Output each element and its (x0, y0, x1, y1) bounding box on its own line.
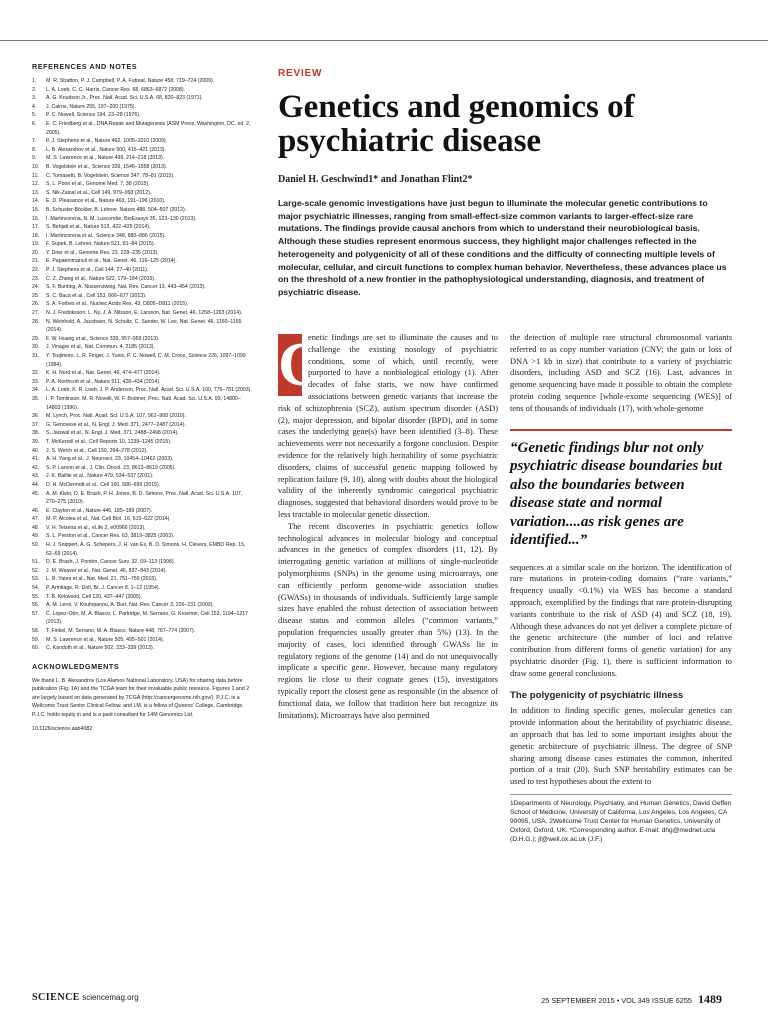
reference-item (32, 163, 254, 172)
footer-journal (32, 992, 139, 1003)
reference-number: 5. (32, 112, 37, 119)
reference-item (32, 77, 254, 86)
footer-issue (541, 992, 722, 1007)
reference-item (32, 103, 254, 112)
reference-number: 17. (32, 224, 40, 231)
body-column-2 (510, 332, 732, 844)
reference-text: G. Genovese et al., N. Engl. J. Med. 371, 2477–2487 (2014). (46, 421, 186, 428)
reference-number: 19. (32, 241, 40, 248)
reference-number: 43. (32, 473, 40, 480)
reference-text: D. E. Brash, J. Pontén, Cancer Surv. 32, 69–113 (1998). (46, 559, 175, 566)
reference-number: 58. (32, 628, 40, 634)
reference-item (32, 575, 254, 584)
reference-number: 14. (32, 198, 40, 205)
body-paragraph: the detection of multiple rare structural chromosomal variants referred to as copy number variation (CNV; the gain or loss of DNA >1 kb in size) that contribute to a variety of psychiatric disorders, including ASD and SCZ (16). Last, advances in genome sequencing have made it possible to obtain the complete protein coding sequence [whole-exome sequencing (WES)] of tens of thousands of individuals (17), with whole-genome (510, 333, 732, 413)
reference-text: P. A. Northcott et al., Nature 511, 428–434 (2014). (46, 378, 161, 385)
reference-text: L. B. Alexandrov et al., Nature 500, 415–421 (2013). (46, 146, 166, 153)
reference-item (32, 369, 254, 378)
reference-item (32, 395, 254, 412)
reference-text: M. S. Lawrence et al., Nature 505, 495–501 (2014). (46, 636, 165, 643)
reference-number: 26. (32, 301, 40, 308)
reference-number: 9. (32, 155, 37, 162)
reference-text: J. S. Welch et al., Cell 150, 264–278 (2012). (46, 447, 148, 454)
reference-number: 57. (32, 610, 40, 617)
reference-item (32, 343, 254, 352)
reference-text: I. Martincorena, N. M. Luscombe, BioEssays 35, 123–130 (2013). (46, 215, 197, 222)
reference-item (32, 232, 254, 241)
reference-number: 24. (32, 284, 40, 291)
reference-number: 23. (32, 275, 40, 282)
reference-item (32, 636, 254, 645)
reference-number: 28. (32, 318, 40, 325)
reference-item (32, 249, 254, 258)
acknowledgments-text: We thank L. B. Alexandrov (Los Alamos National Laboratory, USA) for sharing data before publication (Fig. 1A) and the TCGA team for their invaluable public resource. Figures 1 and 2 are largely based on data generated by TCGA (http://cancergenome.nih.gov/). P.J.C. is a Wellcome Trust Senior Clinical Fellow, and I.M. is a fellow of Queens' College, Cambridge. P.J.C. holds equity in and is a paid consultant for 14M Genomics Ltd. (32, 677, 250, 718)
body-paragraph: The recent discoveries in psychiatric genetics follow technological advances in molecular biology and conceptual advances in the genetics of complex disorders (11, 12). By interrogating genetic variation at millions of single-nucleotide polymorphisms (SNPs) in the genome using microarrays, one can efficiently perform genome-wide association studies (GWASs) in thousands of individuals. Sufficiently large sample sizes have enabled the robust detection of association between disease status and common alleles (“common variants,” population frequencies usually greater than 5%) (13). In the majority of cases, loci identified through GWASs lie in regulatory regions of the genome (14) and do not unequivocally implicate a specific gene. However, because many regulatory regions lie close to their cognate genes (15), investigators typically report the closest gene as responsible (in the absence of functional data, we follow that tradition here but recognize its limitations). Microarrays have also permitted (278, 521, 498, 720)
reference-item (32, 515, 254, 524)
reference-text: S. Nik-Zainal et al., Cell 149, 979–993 (2012). (46, 189, 152, 196)
article-abstract: Large-scale genomic investigations have just begun to illuminate the molecular genetic contributions to major psychiatric illnesses, ranging from small-effect-size common variants to larger-effect-size rare mutations. The findings provide causal anchors from which to understand their neurobiological basis. Although these studies represent enormous success, they highlight major challenges reflected in the heterogeneity and polygenicity of all of these conditions and the difficulty of connecting multiple levels of molecular, cellular, and circuit functions to complex human behavior. Nevertheless, these advances place us on the threshold of a new frontier in the pathophysiological understanding, diagnosis, and treatment of psychiatric disease. (278, 198, 727, 297)
reference-text: T. Finkel, M. Serrano, M. A. Blasco, Nature 448, 767–774 (2007). (46, 628, 196, 634)
reference-text: S. L. Preston et al., Cancer Res. 63, 3819–3825 (2003). (46, 533, 175, 540)
acknowledgments-heading: ACKNOWLEDGMENTS (32, 661, 120, 671)
reference-text: L. A. Loeb, K. R. Loeb, J. P. Anderson, Proc. Natl. Acad. Sci. U.S.A. 100, 776–781 (2003). (46, 387, 252, 394)
reference-text: B. Vogelstein et al., Science 339, 1546–1558 (2013). (46, 163, 168, 170)
reference-text: Y. Drier et al., Genome Res. 23, 228–235 (2013). (46, 249, 159, 256)
reference-text: A. H. Yang et al., J. Neurosci. 23, 10454–10462 (2003). (46, 456, 174, 463)
article-title: Genetics and genomics of psychiatric disease (278, 89, 635, 159)
reference-item (32, 490, 254, 507)
reference-item (32, 567, 254, 576)
reference-number: 11. (32, 172, 39, 179)
reference-text: M. R. Stratton, P. J. Campbell, P. A. Futreal, Nature 458, 719–724 (2009). (46, 78, 215, 84)
reference-item (32, 627, 254, 636)
reference-text: A. M. Leroi, V. Koufopanou, A. Burt, Nat. Rev. Cancer 3, 226–231 (2003). (46, 602, 214, 609)
reference-item (32, 386, 254, 395)
reference-text: I. Martincorena et al., Science 348, 880–886 (2015). (46, 232, 166, 239)
reference-item (32, 275, 254, 284)
reference-item (32, 137, 254, 146)
reference-number: 29. (32, 335, 40, 342)
reference-item (32, 215, 254, 224)
top-rule (0, 40, 768, 41)
reference-number: 53. (32, 576, 40, 583)
reference-item (32, 644, 254, 653)
issue-info: 25 SEPTEMBER 2015 • VOL 349 ISSUE 6255 (541, 996, 692, 1005)
reference-item (32, 352, 254, 369)
reference-number: 54. (32, 585, 40, 592)
reference-item (32, 120, 254, 137)
reference-number: 41. (32, 456, 40, 463)
reference-number: 15. (32, 206, 40, 213)
references-heading: REFERENCES AND NOTES (32, 62, 138, 71)
reference-number: 59. (32, 636, 40, 643)
reference-number: 4. (32, 103, 37, 110)
reference-text: F. Supek, B. Lehner, Nature 521, 81–84 (2015). (46, 241, 156, 248)
reference-number: 13. (32, 189, 40, 196)
reference-number: 35. (32, 395, 40, 402)
reference-text: C. Tomasetti, B. Vogelstein, Science 347, 78–81 (2015). (46, 172, 175, 179)
reference-text: S. P. Larson et al., J. Clin. Oncol. 23, 8613–8619 (2005). (46, 464, 176, 471)
reference-number: 8. (32, 146, 37, 153)
reference-item (32, 283, 254, 292)
journal-name: SCIENCE (32, 992, 80, 1003)
reference-number: 33. (32, 378, 40, 385)
reference-number: 60. (32, 645, 40, 652)
reference-text: L. A. Loeb, C. C. Harris, Cancer Res. 68, 6863–6872 (2008). (46, 86, 185, 93)
reference-text: P. C. Nowell, Science 194, 23–28 (1976). (46, 112, 141, 119)
reference-text: J. M. Weaver et al., Nat. Genet. 46, 837–843 (2014). (46, 567, 167, 574)
reference-number: 50. (32, 542, 40, 549)
reference-item (32, 421, 254, 430)
journal-site[interactable]: sciencemag.org (82, 993, 139, 1002)
body-paragraph: In addition to finding specific genes, molecular genetics can provide information about the heritability of psychiatric disease, an approach that has led to some important insights about the genetic architecture of psychiatric illness. The degree of SNP sharing among disease cases estimates the common, inherited portion of a trait (20). Such SNP heritability estimates can be used to test hypotheses about the extent to (510, 706, 732, 787)
reference-item (32, 464, 254, 473)
reference-number: 49. (32, 533, 40, 540)
reference-text: J. K. Baillie et al., Nature 479, 534–537 (2011). (46, 473, 154, 480)
reference-item (32, 223, 254, 232)
reference-item (32, 610, 254, 627)
reference-text: I. P. Tomlinson, M. R. Novelli, W. F. Bodmer, Proc. Natl. Acad. Sci. U.S.A. 93, 14800–14803 (1996). (46, 395, 241, 411)
reference-text: S. A. Forbes et al., Nucleic Acids Res. 43, D805–D811 (2015). (46, 301, 189, 308)
reference-number: 39. (32, 438, 40, 445)
reference-item (32, 300, 254, 309)
reference-text: S. F. Bunting, A. Nussenzweig, Nat. Rev. Cancer 13, 443–454 (2013). (46, 284, 206, 291)
reference-text: J. Cairns, Nature 255, 197–200 (1975). (46, 103, 136, 110)
reference-item (32, 206, 254, 215)
reference-item (32, 197, 254, 206)
reference-text: P. Armitage, R. Doll, Br. J. Cancer 8, 1–12 (1954). (46, 585, 161, 592)
reference-item (32, 593, 254, 602)
reference-text: E. D. Pleasance et al., Nature 463, 191–196 (2010). (46, 198, 166, 205)
reference-text: E. C. Friedberg et al., DNA Repair and Mutagenesis (ASM Press, Washington, DC, ed. 2, 2005). (46, 120, 251, 136)
reference-item (32, 429, 254, 438)
reference-number: 18. (32, 232, 40, 239)
reference-number: 46. (32, 507, 40, 514)
reference-text: K. H. Nord et al., Nat. Genet. 46, 474–477 (2014). (46, 370, 161, 377)
reference-item (32, 507, 254, 516)
reference-number: 48. (32, 524, 40, 531)
reference-number: 27. (32, 310, 40, 317)
reference-text: S. Behjati et al., Nature 513, 422–425 (2014). (46, 224, 151, 231)
reference-item (32, 481, 254, 490)
reference-number: 21. (32, 258, 40, 265)
reference-text: M. S. Lawrence et al., Nature 499, 214–218 (2013). (46, 155, 165, 162)
reference-text: A. M. Klein, D. E. Brash, P. H. Jones, B. D. Simons, Proc. Natl. Acad. Sci. U.S.A. 107, 270–275 (2010). (46, 490, 243, 506)
reference-number: 2. (32, 86, 37, 93)
reference-item (32, 94, 254, 103)
reference-text: C. López-Otín, M. A. Blasco, L. Partridge, M. Serrano, G. Kroemer, Cell 153, 1194–1217 (2013). (46, 610, 249, 626)
body-column-1 (278, 332, 498, 721)
reference-text: E. Papaemmanuil et al., Nat. Genet. 46, 116–125 (2014). (46, 258, 177, 265)
reference-number: 7. (32, 138, 37, 145)
reference-item (32, 318, 254, 335)
reference-text: H. J. Snippert, A. G. Schepers, J. H. van Es, B. D. Simons, H. Clevers, EMBO Rep. 15, 62–69 (2014). (46, 542, 246, 557)
reference-text: M. Lynch, Proc. Natl. Acad. Sci. U.S.A. 107, 961–968 (2010). (46, 413, 186, 420)
reference-text: C. Z. Zhang et al., Nature 522, 179–184 (2015). (46, 275, 156, 282)
reference-item (32, 558, 254, 567)
body-paragraph: enetic findings are set to illuminate the causes and to challenge the existing nosology of psychiatric conditions, some of which, until recently, were purported to have a nonbiological etiology (1). After decades of false starts, we now have confirmed associations between genetic variants that increase the risk of schizophrenia (SCZ), autism spectrum disorder (ASD) (2), major depression, and bipolar disorder (BPD), and in some cases the underlying gene(s) have been identified (3–8). These achievements were not necessarily a forgone conclusion. Despite evidence for the relatively high heritability of some psychiatric disorders, claims of successful genetic mapping followed by replication failure (9, 10), along with doubts about the biological validity of the inherently syndromic categorical psychiatric diagnoses, suggested that behavioral disorders would prove to be less tractable to molecular genetic dissection. (278, 333, 498, 519)
section-subheading: The polygenicity of psychiatric illness (510, 689, 684, 701)
reference-text: S. C. Baca et al., Cell 153, 666–677 (2013). (46, 292, 147, 299)
reference-item (32, 378, 254, 387)
article-authors: Daniel H. Geschwind1* and Jonathan Flint2* (278, 174, 473, 185)
drop-cap: G (278, 331, 327, 399)
reference-number: 12. (32, 181, 40, 188)
reference-item (32, 257, 254, 266)
reference-text: Y. Tsujimoto, L. R. Finger, J. Yunis, P. C. Nowell, C. M. Croce, Science 226, 1097–1099 (1984). (46, 353, 246, 368)
reference-text: S. Jaiswal et al., N. Engl. J. Med. 371, 2488–2498 (2014). (46, 430, 179, 437)
reference-item (32, 532, 254, 541)
reference-number: 56. (32, 602, 40, 609)
reference-text: S. L. Poon et al., Genome Med. 7, 38 (2015). (46, 181, 150, 188)
references-column (32, 62, 254, 732)
doi-link[interactable]: 10.1126/science.aab4082 (32, 726, 93, 733)
reference-text: P. J. Stephens et al., Nature 462, 1005–1010 (2009). (46, 138, 168, 145)
reference-number: 34. (32, 387, 40, 394)
reference-text: F. W. Huang et al., Science 339, 957–959 (2013). (46, 335, 160, 342)
pull-quote: “Genetic findings blur not only psychiatric disease boundaries but also the boundaries between disease state and normal variation....as risk genes are identified...” (510, 429, 732, 550)
reference-text: B. Schuster-Böckler, B. Lehner, Nature 488, 504–507 (2012). (46, 206, 187, 213)
page-number: 1489 (698, 992, 722, 1006)
reference-number: 36. (32, 413, 40, 420)
reference-item (32, 240, 254, 249)
reference-number: 25. (32, 292, 40, 299)
reference-number: 6. (32, 120, 37, 127)
references-list (32, 77, 254, 653)
reference-number: 16. (32, 215, 40, 222)
reference-item (32, 412, 254, 421)
reference-item (32, 472, 254, 481)
reference-number: 20. (32, 249, 40, 256)
reference-number: 37. (32, 421, 40, 428)
reference-text: P. J. Stephens et al., Cell 144, 27–40 (2011). (46, 267, 149, 274)
reference-text: C. Kandoth et al., Nature 502, 333–339 (2013). (46, 645, 155, 652)
reference-number: 31. (32, 353, 40, 359)
reference-number: 40. (32, 447, 40, 454)
reference-text: V. H. Teixeira et al., eLife 2, e00966 (2013). (46, 524, 146, 531)
reference-item (32, 584, 254, 593)
reference-number: 32. (32, 370, 40, 377)
reference-item (32, 86, 254, 95)
page-footer (32, 992, 722, 1006)
reference-item (32, 601, 254, 610)
reference-text: D. H. McDermott et al., Cell 160, 686–699 (2015). (46, 481, 161, 488)
reference-item (32, 455, 254, 464)
reference-number: 47. (32, 516, 40, 523)
reference-text: E. Clayton et al., Nature 446, 185–189 (2007). (46, 507, 153, 514)
reference-item (32, 438, 254, 447)
reference-text: M. P. Alcolea et al., Nat. Cell Biol. 16, 615–622 (2014). (46, 516, 171, 523)
reference-item (32, 541, 254, 558)
reference-number: 55. (32, 593, 40, 600)
reference-item (32, 146, 254, 155)
reference-number: 3. (32, 95, 37, 102)
reference-number: 51. (32, 559, 40, 566)
reference-item (32, 154, 254, 163)
reference-number: 30. (32, 344, 40, 351)
reference-item (32, 266, 254, 275)
reference-text: N. Weinhold, A. Jacobsen, N. Schultz, C. Sander, W. Lee, Nat. Genet. 46, 1160–1165 (2014). (46, 318, 242, 334)
section-kicker: REVIEW (278, 68, 323, 79)
author-affiliations: 1Departments of Neurology, Psychiatry, and Human Genetics, David Geffen School of Medicine, University of California, Los Angeles, Los Angeles, CA 90095, USA. 2Wellcome Trust Center for Human Genetics, University of Oxford, Oxford, UK. *Corresponding author. E-mail: dhg@mednet.ucla (D.H.G.); jf@well.ox.ac.uk (J.F.) (510, 794, 732, 844)
reference-number: 1. (32, 78, 37, 84)
reference-number: 45. (32, 490, 40, 497)
reference-item (32, 447, 254, 456)
reference-number: 38. (32, 430, 40, 437)
reference-number: 52. (32, 567, 40, 574)
reference-item (32, 111, 254, 120)
reference-item (32, 309, 254, 318)
reference-number: 44. (32, 481, 40, 488)
body-paragraph: sequences at a similar scale on the horizon. The identification of rare mutations in protein-coding domains (“rare variants,” frequency usually <0.1%) via WES has become a standard approach, exemplified by the findings that rare protein-disrupting variants contribute to the risk of ASD (4) and SCZ (18, 19). Although these advances do not yet deliver a complete picture of the genetic architecture (the number of loci and relative contribution from different forms of genetic variation) for any psychiatric disorder (Fig. 1), there is sufficient information to draw some general conclusions. (510, 562, 732, 678)
reference-item (32, 180, 254, 189)
reference-text: J. Vinagre et al., Nat. Commun. 4, 2185 (2013). (46, 344, 155, 351)
reference-item (32, 172, 254, 181)
reference-number: 42. (32, 464, 40, 471)
reference-text: A. G. Knudson Jr., Proc. Natl. Acad. Sci. U.S.A. 68, 820–823 (1971). (46, 95, 203, 102)
reference-item (32, 524, 254, 533)
reference-text: L. R. Yates et al., Nat. Med. 21, 751–759 (2015). (46, 576, 158, 583)
reference-item (32, 189, 254, 198)
reference-text: T. McKerrell et al., Cell Reports 10, 1239–1245 (2015). (46, 438, 172, 445)
reference-number: 22. (32, 267, 40, 274)
reference-text: T. B. Kirkwood, Cell 120, 437–447 (2005). (46, 593, 143, 600)
reference-item (32, 335, 254, 344)
reference-number: 10. (32, 163, 40, 170)
reference-text: N. J. Fredriksson, L. Ny, J. A. Nilsson, E. Larsson, Nat. Genet. 46, 1258–1263 (2014). (46, 310, 243, 317)
reference-item (32, 292, 254, 301)
